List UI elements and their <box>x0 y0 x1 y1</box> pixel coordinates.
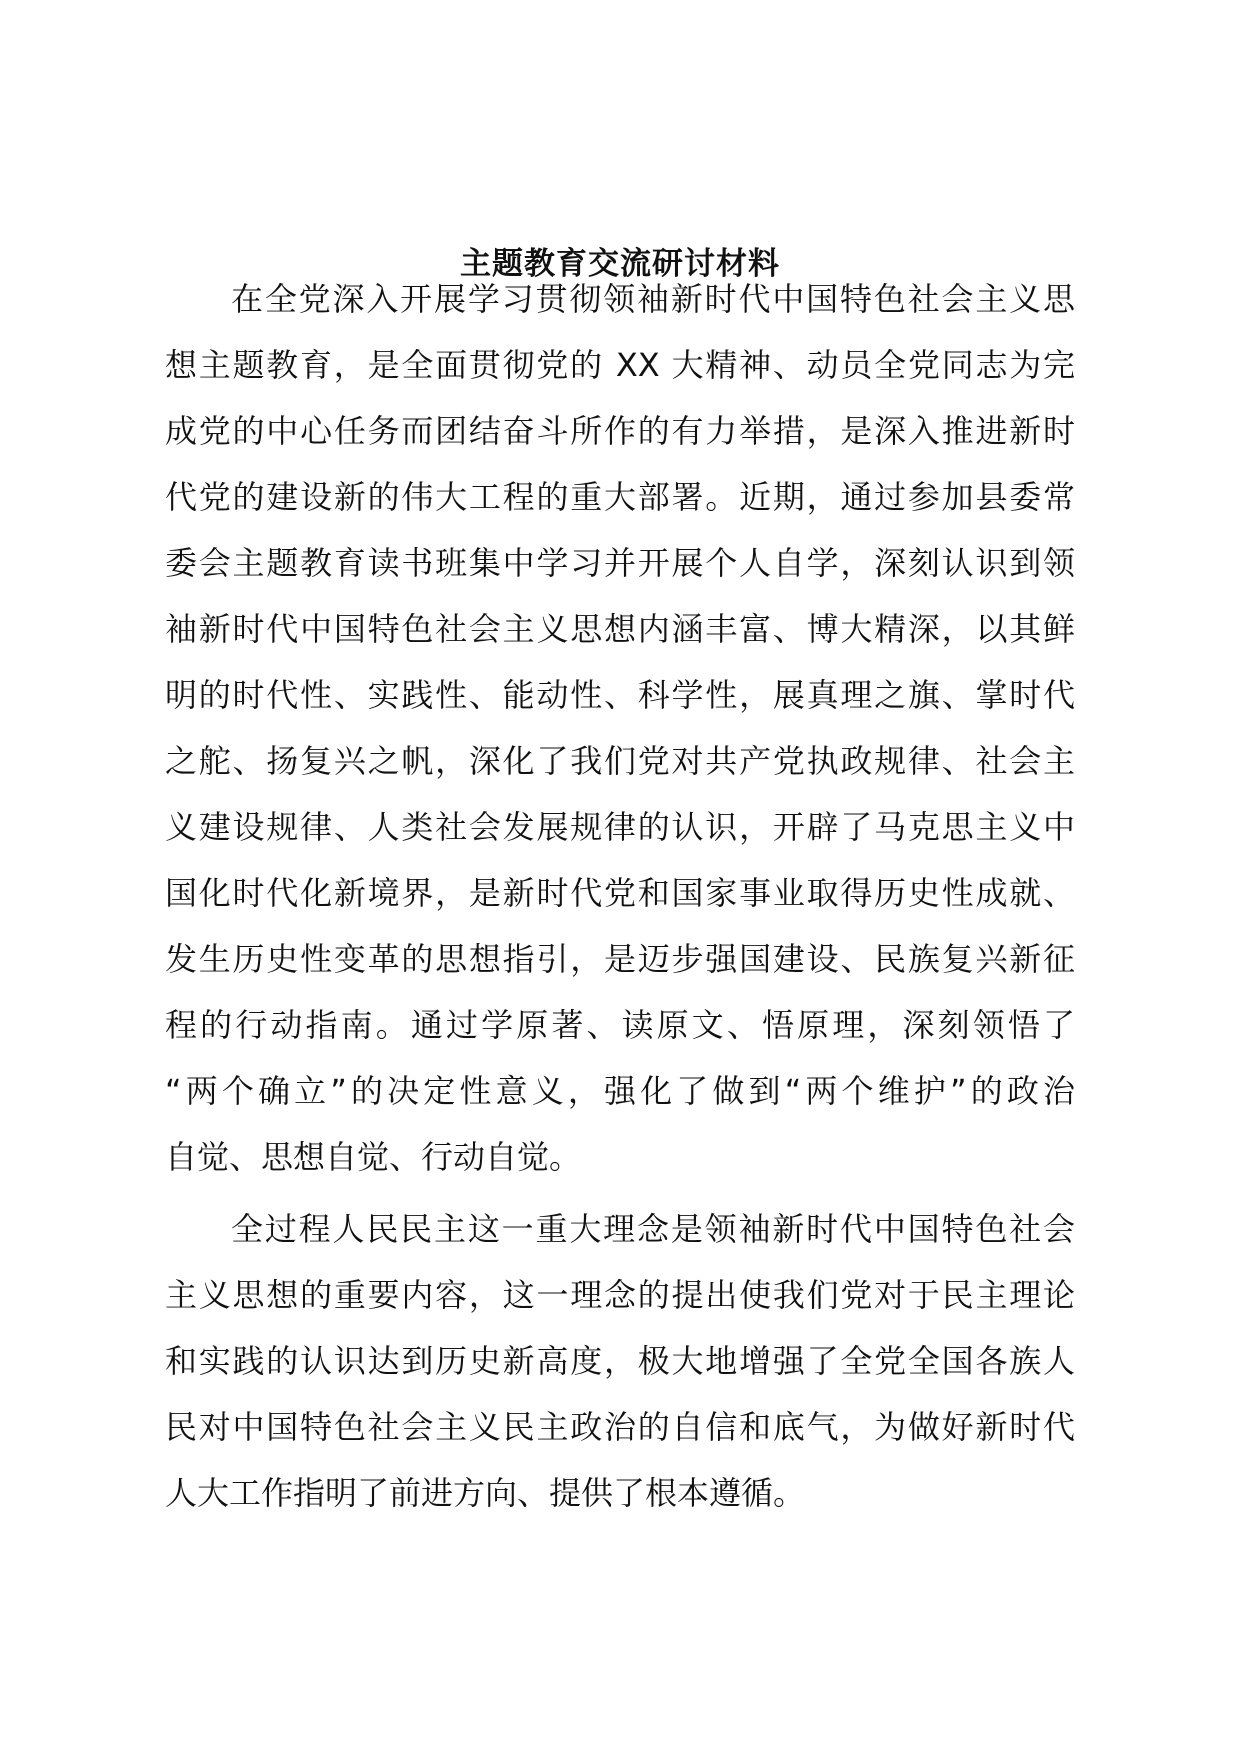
text-line: 主义思想的重要内容，这一理念的提出使我们党对于民主理论 <box>165 1276 1075 1314</box>
text-line: 袖新时代中国特色社会主义思想内涵丰富、博大精深，以其鲜 <box>165 610 1075 648</box>
text-line: 人大工作指明了前进方向、提供了根本遵循。 <box>165 1474 806 1512</box>
text-line: 委会主题教育读书班集中学习并开展个人自学，深刻认识到领 <box>165 544 1075 582</box>
document-title: 主题教育交流研讨材料 <box>460 246 780 282</box>
text-line: 明的时代性、实践性、能动性、科学性，展真理之旗、掌时代 <box>165 676 1075 714</box>
text-line: “两个确立”的决定性意义，强化了做到“两个维护”的政治 <box>165 1072 1075 1110</box>
text-line: 和实践的认识达到历史新高度，极大地增强了全党全国各族人 <box>165 1342 1075 1380</box>
text-line: 成党的中心任务而团结奋斗所作的有力举措，是深入推进新时 <box>165 412 1075 450</box>
text-line: 在全党深入开展学习贯彻领袖新时代中国特色社会主义思 <box>231 280 1075 318</box>
text-line: 民对中国特色社会主义民主政治的自信和底气，为做好新时代 <box>165 1408 1075 1446</box>
text-line: 自觉、思想自觉、行动自觉。 <box>165 1138 582 1176</box>
text-line: 发生历史性变革的思想指引，是迈步强国建设、民族复兴新征 <box>165 940 1075 978</box>
text-line: 之舵、扬复兴之帆，深化了我们党对共产党执政规律、社会主 <box>165 742 1075 780</box>
text-line: 代党的建设新的伟大工程的重大部署。近期，通过参加县委常 <box>165 478 1075 516</box>
text-line: 程的行动指南。通过学原著、读原文、悟原理，深刻领悟了 <box>165 1006 1075 1044</box>
text-line: 全过程人民民主这一重大理念是领袖新时代中国特色社会 <box>231 1210 1075 1248</box>
text-line: 想主题教育，是全面贯彻党的 XX 大精神、动员全党同志为完 <box>165 346 1075 384</box>
text-line: 国化时代化新境界，是新时代党和国家事业取得历史性成就、 <box>165 874 1075 912</box>
text-line: 义建设规律、人类社会发展规律的认识，开辟了马克思主义中 <box>165 808 1075 846</box>
